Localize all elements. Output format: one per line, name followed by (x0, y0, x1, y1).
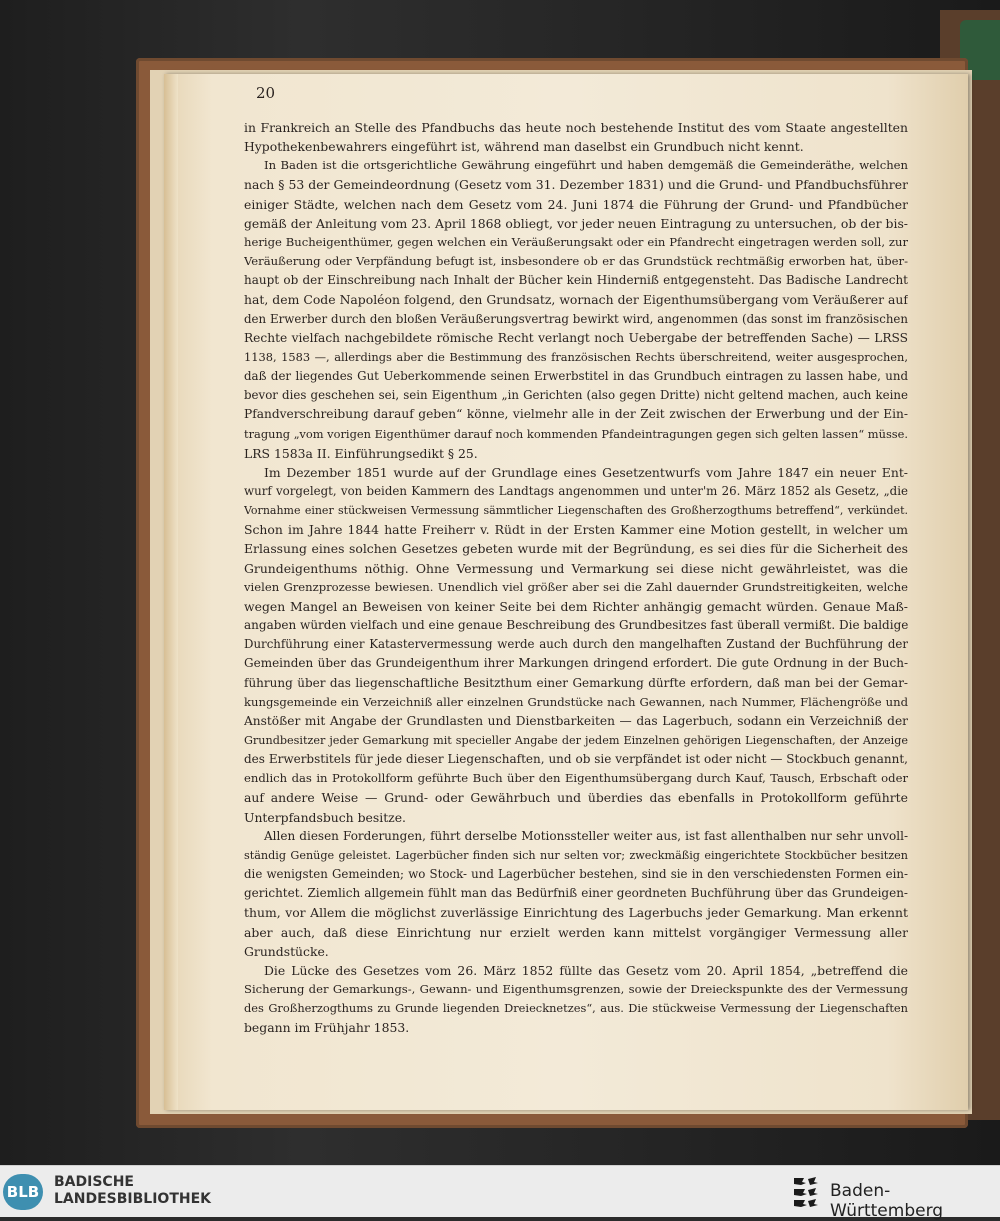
text-line: des Großherzogthums zu Grunde liegenden Dreiecknetzes“, aus. Die stückweise Vermessung der Liegenschaften (244, 1001, 908, 1016)
text-line: Grundstücke. (244, 943, 329, 959)
text-line: Pfandverschreibung darauf geben“ könne, vielmehr alle in der Zeit zwischen der Erwerbung und der Ein- (244, 407, 908, 422)
text-line: haupt ob der Einschreibung nach Inhalt der Bücher kein Hinderniß entgegensteht. Das Badische Landrecht (244, 273, 908, 288)
text-line: begann im Frühjahr 1853. (244, 1020, 410, 1036)
text-line: in Frankreich an Stelle des Pfandbuchs das heute noch bestehende Institut des vom Staate angestellten (244, 120, 908, 135)
blb-logo[interactable]: BLB (3, 1174, 43, 1210)
text-line: kungsgemeinde ein Verzeichniß aller einzelnen Grundstücke nach Gewannen, nach Nummer, Flächengröße und (244, 694, 908, 709)
text-line: Gemeinden über das Grundeigenthum ihrer Markungen dringend erfordert. Die gute Ordnung in der Buch- (244, 656, 908, 671)
text-line: herige Bucheigenthümer, gegen welchen ein Veräußerungsakt oder ein Pfandrecht eingetragen werden soll, zur (244, 234, 908, 249)
text-line: hat, dem Code Napoléon folgend, den Grundsatz, wornach der Eigenthumsübergang vom Veräußerer auf (244, 292, 908, 308)
text-line: gemäß der Anleitung vom 23. April 1868 obliegt, vor jeder neuen Eintragung zu untersuchen, ob der bis- (244, 215, 908, 231)
text-line: Die Lücke des Gesetzes vom 26. März 1852 füllte das Gesetz vom 20. April 1854, „betreffend die (264, 962, 908, 978)
text-line: Anstößer mit Angabe der Grundlasten und Dienstbarkeiten — das Lagerbuch, sodann ein Verzeichniß der (244, 713, 908, 728)
text-line: endlich das in Protokollform geführte Buch über den Eigenthumsübergang durch Kauf, Tausch, Erbschaft oder (244, 771, 908, 786)
text-line: ständig Genüge geleistet. Lagerbücher finden sich nur selten vor; zweckmäßig eingerichtete Stockbücher besitzen (244, 848, 908, 862)
body-text (244, 118, 908, 1038)
text-line: Grundeigenthums nöthig. Ohne Vermessung und Vermarkung sei diese nicht gewährleistet, was die (244, 560, 908, 576)
text-line: thum, vor Allem die möglichst zuverlässige Einrichtung des Lagerbuchs jeder Gemarkung. Man erkennt (244, 905, 908, 921)
text-line: Allen diesen Forderungen, führt derselbe Motionssteller weiter aus, ist fast allenthalben nur sehr unvoll- (264, 828, 908, 843)
text-line: aber auch, daß diese Einrichtung nur erzielt werden kann mittelst vorgängiger Vermessung aller (244, 924, 908, 940)
text-line: auf andere Weise — Grund- oder Gewährbuch und überdies das ebenfalls in Protokollform geführte (244, 790, 908, 806)
text-line: wurf vorgelegt, von beiden Kammern des Landtags angenommen und unter'm 26. März 1852 als Gesetz, „die (244, 483, 908, 498)
text-line: Grundbesitzer jeder Gemarkung mit specieller Angabe der jedem Einzelnen gehörigen Liegenschaften, der Anzeige (244, 734, 908, 747)
text-line: nach § 53 der Gemeindeordnung (Gesetz vom 31. Dezember 1831) und die Grund- und Pfandbuchsführer (244, 177, 908, 193)
page-number: 20 (256, 84, 276, 102)
text-line: Unterpfandsbuch besitze. (244, 809, 406, 825)
text-line: In Baden ist die ortsgerichtliche Gewährung eingeführt und haben demgemäß die Gemeinderäthe, welchen (264, 158, 908, 173)
text-line: Erlassung eines solchen Gesetzes gebeten wurde mit der Begründung, es sei dies für die Sicherheit des (244, 541, 908, 557)
text-line: führung über das liegenschaftliche Besitzthum einer Gemarkung dürfte erfordern, daß man bei der Gemar- (244, 675, 908, 690)
text-line: einiger Städte, welchen nach dem Gesetz vom 24. Juni 1874 die Führung der Grund- und Pfandbücher (244, 196, 908, 212)
text-line: Sicherung der Gemarkungs-, Gewann- und Eigenthumsgrenzen, sowie der Dreieckspunkte des der Vermessung (244, 982, 908, 997)
coat-of-arms-icon (790, 1174, 822, 1210)
text-line: den Erwerber durch den bloßen Veräußerungsvertrag bewirkt wird, angenommen (das sonst im französischen (244, 311, 908, 326)
library-name[interactable] (54, 1174, 211, 1208)
text-line: Veräußerung oder Verpfändung befugt ist, insbesondere ob er das Grundstück rechtmäßig erworben hat, über- (244, 254, 908, 269)
text-line: bevor dies geschehen sei, sein Eigenthum „in Gerichten (also gegen Dritte) nicht geltend machen, auch keine (244, 388, 908, 403)
text-line: Durchführung einer Katastervermessung werde auch durch den mangelhaften Zustand der Buchführung der (244, 637, 908, 652)
text-line: Hypothekenbewahrers eingeführt ist, während man daselbst ein Grundbuch nicht kennt. (244, 139, 804, 155)
text-line: die wenigsten Gemeinden; wo Stock- und Lagerbücher bestehen, sind sie in den verschiedensten Formen ein- (244, 867, 908, 882)
text-line: wegen Mangel an Beweisen von keiner Seite bei dem Richter anhängig gemacht würden. Genaue Maß- (244, 598, 908, 614)
text-line: des Erwerbstitels für jede dieser Liegenschaften, und ob sie verpfändet ist oder nicht — Stockbuch genannt, (244, 752, 908, 767)
library-name-line2: LANDESBIBLIOTHEK (54, 1191, 212, 1207)
page-gutter (164, 74, 178, 1110)
text-line: vielen Grenzprozesse bewiesen. Unendlich viel größer aber sei die Zahl dauernder Grundstreitigkeiten, welche (244, 579, 908, 594)
text-line: tragung „vom vorigen Eigenthümer darauf noch kommenden Pfandeintragungen gegen sich gelten lassen“ müsse. (244, 426, 908, 441)
text-line: Im Dezember 1851 wurde auf der Grundlage eines Gesetzentwurfs vom Jahre 1847 ein neuer Ent- (264, 464, 908, 480)
text-line: Schon im Jahre 1844 hatte Freiherr v. Rüdt in der Ersten Kammer eine Motion gestellt, in welcher um (244, 522, 908, 538)
text-line: angaben würden vielfach und eine genaue Beschreibung des Grundbesitzes fast überall vermißt. Die baldige (244, 618, 908, 633)
library-name-line1: BADISCHE (54, 1174, 134, 1190)
text-line: Rechte vielfach nachgebildete römische Recht verlangt noch Uebergabe der betreffenden Sache) — LRSS (244, 330, 908, 345)
text-line: LRS 1583a II. Einführungsedikt § 25. (244, 445, 478, 461)
text-line: 1138, 1583 —, allerdings aber die Bestimmung des französischen Rechts überschreitend, weiter ausgesprochen, (244, 349, 908, 364)
state-name[interactable]: Baden-Württemberg (830, 1181, 944, 1221)
footer-bar (0, 1165, 1000, 1221)
text-line: Vornahme einer stückweisen Vermessung sämmtlicher Liegenschaften des Großherzogthums betreffend“, verkündet. (244, 504, 908, 518)
text-line: gerichtet. Ziemlich allgemein fühlt man das Bedürfniß einer geordneten Buchführung über das Grundeigen- (244, 886, 908, 901)
text-line: daß der liegendes Gut Ueberkommende seinen Erwerbstitel in das Grundbuch eintragen zu lassen habe, und (244, 369, 908, 384)
